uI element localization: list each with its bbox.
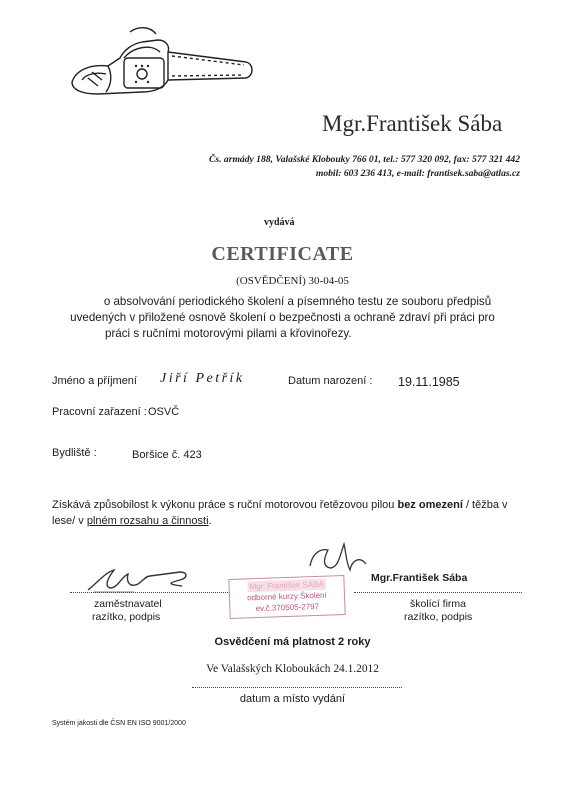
employer-label: zaměstnavatel	[94, 598, 162, 610]
issuer-address: Čs. armády 188, Valašské Klobouky 766 01, tel.: 577 320 092, fax: 577 321 442	[209, 154, 520, 165]
issuer-contact: mobil: 603 236 413, e-mail: frantisek.saba@atlas.cz	[315, 168, 520, 179]
name-label: Jméno a příjmení	[52, 375, 137, 387]
description-line: o absolvování periodického školení a písemného testu ze souboru předpisů	[103, 295, 492, 308]
issues-label: vydává	[264, 217, 295, 228]
place-date-line	[192, 687, 402, 688]
birth-date-label: Datum narození :	[288, 375, 373, 387]
place-and-date: Ve Valašských Kloboukách 24.1.2012	[206, 663, 379, 675]
qualification-text: Získává způsobilost k výkonu práce s ruční motorovou řetězovou pilou bez omezení / těžba v lese/ v plném rozsahu a činnosti.	[52, 499, 508, 527]
trainer-stamp-label: razítko, podpis	[404, 611, 473, 623]
issuer-name: Mgr.František Sába	[322, 111, 503, 136]
trainer-label: školící firma	[410, 598, 467, 610]
employer-signature-line	[70, 592, 230, 593]
position-value: OSVČ	[148, 406, 180, 418]
position-label: Pracovní zařazení :	[52, 406, 147, 418]
residence-label: Bydliště :	[52, 447, 97, 459]
description-line: uvedených v přiložené osnově školení o bezpečnosti a ochraně zdraví při práci pro	[70, 311, 495, 324]
description-line: práci s ručními motorovými pilami a křovinořezy.	[105, 327, 352, 340]
company-stamp: Mgr. František SÁBA odborné kurzy Školení ev.č.370505-2797	[228, 575, 345, 619]
trainer-signature-line	[354, 592, 522, 593]
place-date-caption: datum a místo vydání	[239, 693, 346, 705]
holder-name: Jiří Petřík	[160, 371, 245, 386]
validity-note: Osvědčení má platnost 2 roky	[214, 636, 371, 648]
residence-value: Boršice č. 423	[132, 449, 202, 461]
certificate-description	[0, 294, 565, 342]
certificate-title: CERTIFICATE	[211, 243, 354, 265]
qualification-range: plném rozsahu a činnosti	[86, 515, 209, 527]
chainsaw-logo-icon	[68, 22, 258, 102]
certificate-number: (OSVĚDČENÍ) 30-04-05	[236, 275, 349, 287]
trainer-name: Mgr.František Sába	[371, 572, 468, 584]
qualification-scope: bez omezení	[397, 499, 463, 511]
employer-stamp-label: razítko, podpis	[92, 611, 161, 623]
birth-date: 19.11.1985	[398, 375, 460, 389]
quality-footer: Systém jakosti dle ČSN EN ISO 9001/2000	[52, 720, 186, 727]
employer-signature	[84, 562, 194, 596]
